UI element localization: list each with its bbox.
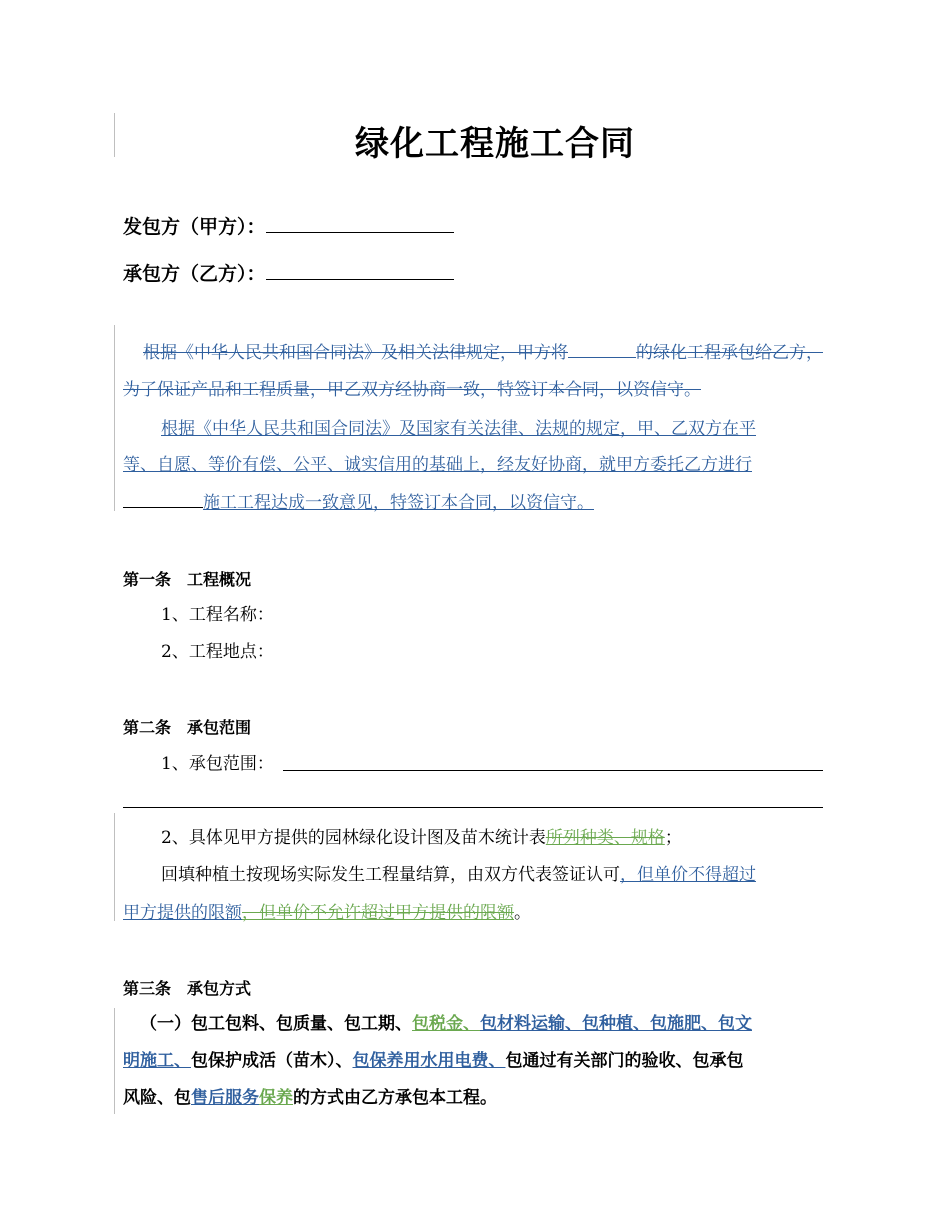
party-b-line [123,259,454,286]
preamble-deleted-line-1: 根据《中华人民共和国合同法》及相关法律规定，甲方将 的绿化工程承包给乙方， [143,343,823,363]
document-title: 绿化工程施工合同 [355,124,635,164]
project-blank[interactable] [568,343,636,358]
scope-blank-2[interactable] [123,807,823,808]
preamble-inserted-line-2: 等、自愿、等价有偿、公平、诚实信用的基础上，经友好协商，就甲方委托乙方进行 [123,455,752,475]
backfill-line-1: 回填种植土按现场实际发生工程量结算，由双方代表签证认可，但单价不得超过 [161,865,756,885]
party-b-blank[interactable] [266,261,454,280]
project-location-label: 2、工程地点： [161,642,274,662]
scope-item-2: 2、具体见甲方提供的园林绿化设计图及苗木统计表所列种类、规格； [161,828,682,848]
article-1-heading: 第一条 工程概况 [123,570,252,589]
change-bar [114,325,115,511]
party-a-line [123,212,454,239]
change-bar [114,813,115,921]
party-a-label: 发包方（甲方）： [123,216,266,238]
contract-mode-line-2: 明施工、包保护成活（苗木）、包保养用水用电费、包通过有关部门的验收、包承包 [123,1051,744,1071]
party-b-label: 承包方（乙方）： [123,263,266,285]
preamble-inserted-line-1: 根据《中华人民共和国合同法》及国家有关法律、法规的规定，甲、乙双方在平 [161,419,756,439]
article-2-heading: 第二条 承包范围 [123,718,252,737]
article-3-heading: 第三条 承包方式 [123,979,252,998]
change-bar [114,1008,115,1114]
scope-label: 1、承包范围： [161,754,274,774]
preamble-deleted-line-2: 为了保证产品和工程质量，甲乙双方经协商一致，特签订本合同，以资信守。 [123,380,701,400]
preamble-inserted-line-3: 施工工程达成一致意见，特签订本合同，以资信守。 [123,491,594,515]
project-name-label: 1、工程名称： [161,605,274,625]
backfill-line-2: 甲方提供的限额，但单价不允许超过甲方提供的限额。 [123,903,531,923]
contract-mode-line-3: 风险、包售后服务保养的方式由乙方承包本工程。 [123,1088,497,1108]
scope-blank-1[interactable] [283,770,823,771]
party-a-blank[interactable] [266,214,454,233]
contract-mode-line-1: （一）包工包料、包质量、包工期、包税金、包材料运输、包种植、包施肥、包文 [140,1014,752,1034]
work-blank[interactable] [123,493,203,508]
